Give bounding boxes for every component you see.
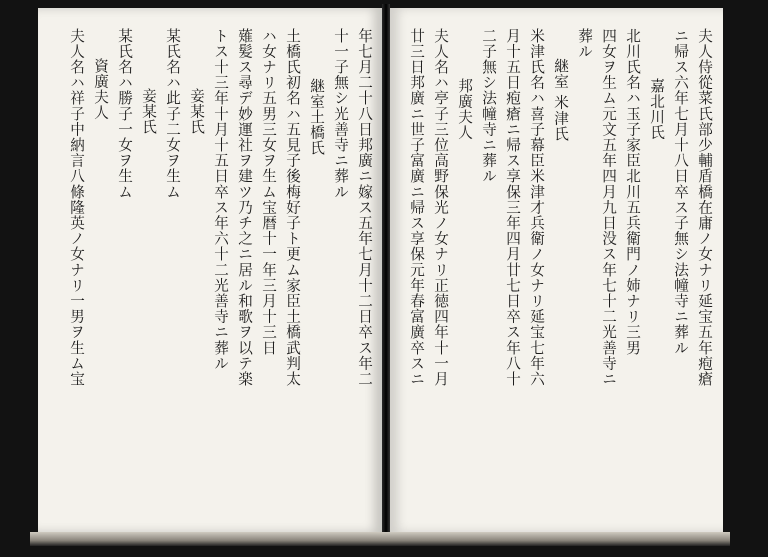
text-column: 廿三日邦廣ニ世子富廣ニ帰ス享保元年春富廣卒スニ <box>408 28 425 387</box>
left-page <box>38 8 382 532</box>
right-page <box>390 8 723 532</box>
text-column: 葬ル <box>576 28 593 60</box>
text-column: ハ女ナリ五男三女ヲ生ム宝暦十一年三月十三日 <box>260 28 277 356</box>
text-column: トス十三年十月十五日卒ス年六十二光善寺ニ葬ル <box>212 28 229 372</box>
text-column: 資廣夫人 <box>92 58 109 121</box>
text-column: 夫人名ハ亭子三位高野保光ノ女ナリ正徳四年十一月 <box>432 28 449 387</box>
text-column: 年七月二十八日邦廣ニ嫁ス五年七月十二日卒ス年二 <box>356 28 373 387</box>
text-column: 某氏名ハ勝子一女ヲ生ム <box>116 28 133 200</box>
text-column: 嘉北川氏 <box>648 78 665 141</box>
page-edges <box>30 532 730 546</box>
text-column: 妾某氏 <box>140 88 157 135</box>
text-column: 継室土橋氏 <box>308 78 325 156</box>
text-column: 夫人侍從菜氏部少輔盾橋在庸ノ女ナリ延宝五年疱瘡 <box>696 28 713 387</box>
text-column: 米津氏名ハ喜子幕臣米津才兵衛ノ女ナリ延宝七年六 <box>528 28 545 387</box>
text-column: 邦廣夫人 <box>456 78 473 141</box>
text-column: 継室 米津氏 <box>552 58 569 142</box>
text-column: 北川氏名ハ玉子家臣北川五兵衛門ノ姉ナリ三男 <box>624 28 641 356</box>
text-column: 二子無シ法幢寺ニ葬ル <box>480 28 497 184</box>
text-column: ニ帰ス六年七月十八日卒ス子無シ法幢寺ニ葬ル <box>672 28 689 356</box>
text-column: 薙髪ス尋デ妙運社ヲ建ツ乃チ之ニ居ル和歌ヲ以テ楽 <box>236 28 253 387</box>
text-column: 土橋氏初名ハ五見子後梅好子ト更ム家臣土橋武判太 <box>284 28 301 387</box>
text-column: 某氏名ハ此子二女ヲ生ム <box>164 28 181 200</box>
text-column: 月十五日疱瘡ニ帰ス享保三年四月廿七日卒ス年八十 <box>504 28 521 387</box>
text-column: 妾某氏 <box>188 88 205 135</box>
text-column: 夫人名ハ祥子中納言八條隆英ノ女ナリ一男ヲ生ム宝 <box>68 28 85 387</box>
text-column: 四女ヲ生ム元文五年四月九日没ス年七十二光善寺ニ <box>600 28 617 387</box>
text-column: 十一子無シ光善寺ニ葬ル <box>332 28 349 200</box>
book-gutter <box>382 4 390 536</box>
